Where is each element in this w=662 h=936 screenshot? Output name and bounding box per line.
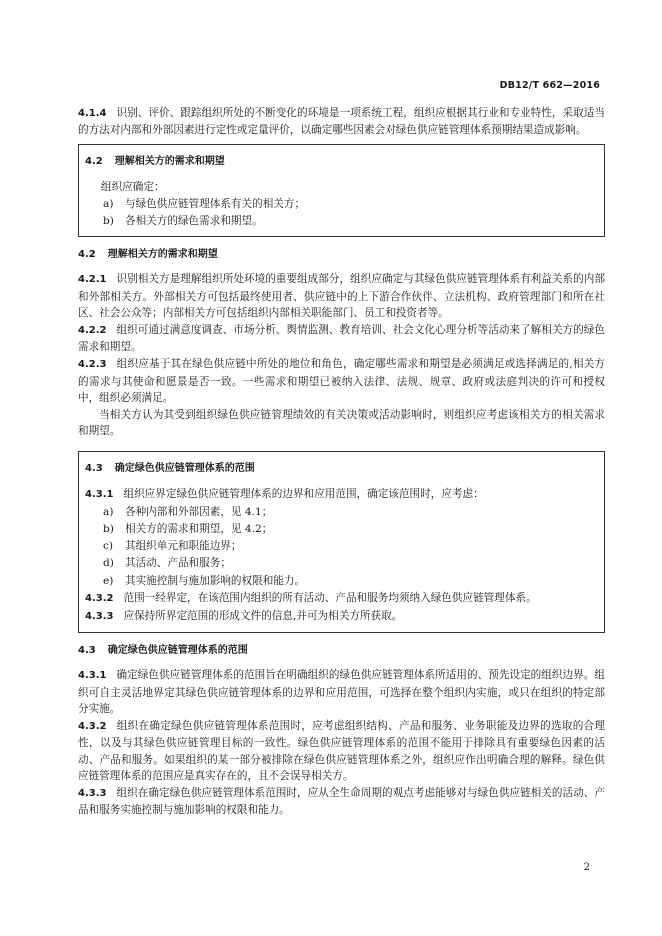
list-item [85, 573, 596, 589]
item-text: 其活动、产品和服务； [125, 557, 231, 570]
clause-4-3-2 [85, 590, 596, 607]
heading-number: 4.3 [85, 463, 103, 475]
item-text: 与绿色供应链管理体系有关的相关方； [125, 197, 306, 210]
item-letter: a) [103, 197, 114, 210]
item-letter: c) [103, 540, 114, 553]
clause-text: 应保持所界定范围的形成文件的信息,并可为相关方所获取。 [123, 610, 403, 623]
clause-number: 4.2.3 [78, 359, 107, 371]
clause-number: 4.3.3 [85, 611, 114, 623]
item-letter: a) [103, 505, 114, 518]
clause-number: 4.3.3 [78, 787, 107, 799]
clause-text: 确定绿色供应链管理体系的范围旨在明确组织的绿色供应链管理体系所适用的、预先设定的组织边界。组织可自主灵活地界定其绿色供应链管理体系的边界和应用范围，可选择在整个组织内实施，或只在组织的特定部分实施。 [78, 669, 605, 715]
clause-number: 4.1.4 [78, 108, 107, 119]
item-letter: b) [103, 523, 114, 536]
clause-text: 组织可通过满意度调查、市场分析、舆情监测、教育培训、社会文化心理分析等活动来了解相关方的绿色需求和期望。 [78, 324, 605, 354]
requirement-box-4-3 [78, 451, 605, 633]
heading-title: 确定绿色供应链管理体系的范围 [107, 645, 248, 657]
section-heading-4-3 [78, 643, 605, 659]
requirement-box-4-2 [78, 144, 605, 237]
item-text: 各相关方的绿色需求和期望。 [125, 215, 263, 228]
box-heading [85, 154, 596, 170]
heading-title: 理解相关方的需求和期望 [114, 156, 225, 168]
clause-4-2-3 [78, 356, 605, 406]
box-heading [85, 461, 596, 477]
clause-4-1-4 [78, 105, 605, 138]
heading-number: 4.3 [78, 645, 96, 657]
clause-4-3-1-guidance [78, 667, 605, 717]
clause-text: 识别、评价、跟踪组织所处的不断变化的环境是一项系统工程，组织应根据其行业和专业特性，采取适当的方法对内部和外部因素进行定性或定量评价，以确定哪些因素会对绿色供应链管理体系预期结果造成影响。 [78, 107, 605, 137]
section-heading-4-2 [78, 247, 605, 263]
list-item [85, 538, 596, 554]
clause-4-2-2 [78, 322, 605, 355]
clause-number: 4.2.1 [78, 274, 107, 286]
list-item [85, 521, 596, 537]
document-code: DB12/T 662—2016 [499, 80, 600, 91]
clause-text: 组织在确定绿色供应链管理体系范围时，应从全生命周期的观点考虑能够对与绿色供应链相关的活动、产品和服务实施控制与施加影响的权限和能力。 [78, 786, 605, 817]
box-intro: 组织应确定： [101, 180, 165, 193]
page-number: 2 [583, 862, 590, 873]
item-letter: b) [103, 215, 114, 228]
heading-title: 理解相关方的需求和期望 [107, 249, 218, 261]
clause-4-3-1 [85, 486, 596, 503]
clause-text: 组织应基于其在绿色供应链中所处的地位和角色，确定哪些需求和期望是必须满足或选择满足的,相关方的需求与其使命和愿景是否一致。一些需求和期望已被纳入法律、法规、规章、政府或法庭判决的许可和授权中，组织必须满足。 [78, 358, 605, 404]
clause-text: 识别相关方是理解组织所处环境的重要组成部分，组织应确定与其绿色供应链管理体系有利益关系的内部和外部相关方。外部相关方可包括最终使用者、供应链中的上下游合作伙伴、立法机构、政府管理部门和所在社区、社会公众等；内部相关方可包括组织内部相关职能部门、员工和投资者等。 [78, 273, 605, 319]
clause-number: 4.3.1 [78, 670, 107, 682]
list-item [85, 555, 596, 571]
clause-text: 组织应界定绿色供应链管理体系的边界和应用范围，确定该范围时，应考虑： [123, 487, 484, 500]
clause-number: 4.3.2 [85, 592, 114, 604]
clause-number: 4.3.2 [78, 721, 107, 733]
item-letter: e) [103, 574, 114, 587]
item-text: 各种内部和外部因素，见 4.1； [125, 505, 273, 518]
clause-4-3-3 [85, 608, 596, 625]
clause-4-2-1 [78, 271, 605, 321]
clause-number: 4.3.1 [85, 488, 114, 500]
list-item [85, 504, 596, 520]
heading-title: 确定绿色供应链管理体系的范围 [114, 463, 255, 475]
paragraph: 当相关方认为其受到组织绿色供应链管理绩效的有关决策或活动影响时，则组织应考虑该相关方的相关需求和期望。 [78, 409, 605, 438]
item-text: 其实施控制与施加影响的权限和能力。 [125, 574, 306, 587]
item-text: 其组织单元和职能边界； [125, 540, 242, 553]
clause-4-3-3-guidance [78, 785, 605, 818]
page-body [78, 105, 605, 819]
clause-text: 组织在确定绿色供应链管理体系范围时，应考虑组织结构、产品和服务、业务职能及边界的选取的合理性，以及与其绿色供应链管理目标的一致性。绿色供应链管理体系的范围不能用于排除具有重要绿色因素的活动、产品和服务。如果组织的某一部分被排除在绿色供应链管理体系之外，组织应作出明确合理的解释。绿色供应链管理体系的范围应是真实存在的，且不会误导相关方。 [78, 720, 605, 782]
heading-number: 4.2 [78, 249, 96, 261]
item-letter: d) [103, 557, 114, 570]
clause-text: 范围一经界定，在该范围内组织的所有活动、产品和服务均须纳入绿色供应链管理体系。 [123, 591, 537, 604]
list-item [85, 196, 596, 212]
list-item [85, 213, 596, 229]
clause-4-3-2-guidance [78, 718, 605, 784]
heading-number: 4.2 [85, 156, 103, 168]
item-text: 相关方的需求和期望，见 4.2； [125, 523, 273, 536]
clause-number: 4.2.2 [78, 325, 107, 337]
